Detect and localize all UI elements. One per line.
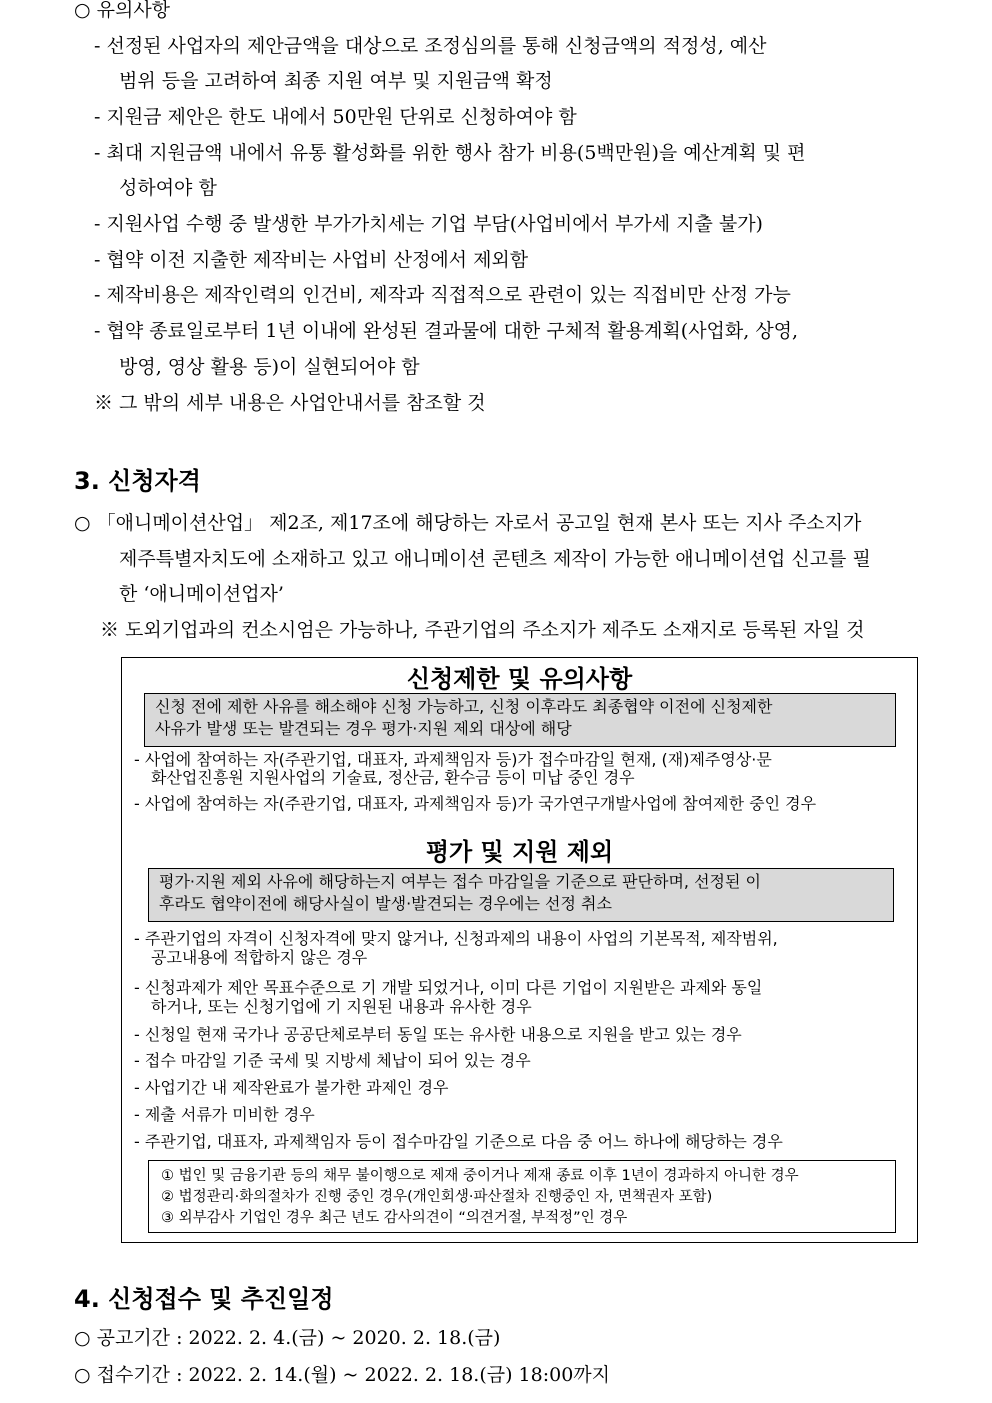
sub-condition-box bbox=[148, 1160, 896, 1233]
notes-line: - 지원금 제안은 한도 내에서 50만원 단위로 신청하여야 함 bbox=[94, 106, 577, 128]
notes-heading: ○ 유의사항 bbox=[74, 0, 171, 21]
section3-line: 한 ‘애니메이션업자’ bbox=[119, 583, 284, 605]
notes-line: - 지원사업 수행 중 발생한 부가가치세는 기업 부담(사업비에서 부가세 지출 불가) bbox=[94, 213, 763, 235]
exclusion-item: - 제출 서류가 미비한 경우 bbox=[134, 1105, 315, 1124]
exclusion-item: 하거나, 또는 신청기업에 기 지원된 내용과 유사한 경우 bbox=[151, 997, 532, 1016]
exclusion-summary bbox=[148, 868, 894, 922]
restriction-item: 화산업진흥원 지원사업의 기술료, 정산금, 환수금 등이 미납 중인 경우 bbox=[151, 768, 635, 787]
section3-line: 제주특별자치도에 소재하고 있고 애니메이션 콘텐츠 제작이 가능한 애니메이션업 신고를 필 bbox=[119, 548, 871, 570]
restriction-summary bbox=[144, 693, 896, 747]
notes-line: 성하여야 함 bbox=[119, 177, 217, 199]
exclusion-summary-line: 평가·지원 제외 사유에 해당하는지 여부는 접수 마감일을 기준으로 판단하며, 선정된 이 bbox=[159, 872, 761, 891]
restriction-item: - 사업에 참여하는 자(주관기업, 대표자, 과제책임자 등)가 국가연구개발사업에 참여제한 중인 경우 bbox=[134, 794, 817, 813]
sub-condition-item: ② 법정관리·화의절차가 진행 중인 경우(개인회생·파산절차 진행중인 자, 면책권자 포함) bbox=[161, 1189, 713, 1205]
notes-line: 방영, 영상 활용 등)이 실현되어야 함 bbox=[119, 356, 420, 378]
notes-line: - 협약 이전 지출한 제작비는 사업비 산정에서 제외함 bbox=[94, 249, 529, 271]
sub-condition-item: ③ 외부감사 기업인 경우 최근 년도 감사의견이 “의견거절, 부적정”인 경우 bbox=[161, 1210, 628, 1226]
notes-line: - 선정된 사업자의 제안금액을 대상으로 조정심의를 통해 신청금액의 적정성, 예산 bbox=[94, 35, 767, 57]
exclusion-item: - 주관기업, 대표자, 과제책임자 등이 접수마감일 기준으로 다음 중 어느 하나에 해당하는 경우 bbox=[134, 1132, 783, 1151]
exclusion-item: - 신청과제가 제안 목표수준으로 기 개발 되었거나, 이미 다른 기업이 지원받은 과제와 동일 bbox=[134, 978, 763, 997]
notes-line: - 협약 종료일로부터 1년 이내에 완성된 결과물에 대한 구체적 활용계획(사업화, 상영, bbox=[94, 320, 799, 342]
exclusion-item: - 주관기업의 자격이 신청자격에 맞지 않거나, 신청과제의 내용이 사업의 기본목적, 제작범위, bbox=[134, 929, 778, 948]
section3-note: ※ 도외기업과의 컨소시엄은 가능하나, 주관기업의 주소지가 제주도 소재지로 등록된 자일 것 bbox=[100, 619, 865, 641]
restriction-box bbox=[121, 657, 918, 1243]
section3-title: 3. 신청자격 bbox=[74, 467, 201, 495]
box-title-restrictions: 신청제한 및 유의사항 bbox=[406, 665, 633, 693]
section4-title: 4. 신청접수 및 추진일정 bbox=[74, 1285, 334, 1313]
sub-condition-item: ① 법인 및 금융기관 등의 채무 불이행으로 제재 중이거나 제재 종료 이후 1년이 경과하지 아니한 경우 bbox=[161, 1168, 799, 1184]
exclusion-summary-line: 후라도 협약이전에 해당사실이 발생·발견되는 경우에는 선정 취소 bbox=[159, 894, 612, 913]
notes-line: - 제작비용은 제작인력의 인건비, 제작과 직접적으로 관련이 있는 직접비만 산정 가능 bbox=[94, 284, 791, 306]
exclusion-item: - 사업기간 내 제작완료가 불가한 과제인 경우 bbox=[134, 1078, 449, 1097]
section3-line: ○ 「애니메이션산업」 제2조, 제17조에 해당하는 자로서 공고일 현재 본사 또는 지사 주소지가 bbox=[74, 512, 862, 534]
announcement-period: ○ 공고기간 : 2022. 2. 4.(금) ~ 2020. 2. 18.(금) bbox=[74, 1327, 501, 1349]
exclusion-item: 공고내용에 적합하지 않은 경우 bbox=[151, 948, 368, 967]
restriction-item: - 사업에 참여하는 자(주관기업, 대표자, 과제책임자 등)가 접수마감일 현재, (재)제주영상·문 bbox=[134, 750, 772, 769]
restriction-summary-line: 사유가 발생 또는 발견되는 경우 평가·지원 제외 대상에 해당 bbox=[155, 719, 572, 738]
exclusion-item: - 접수 마감일 기준 국세 및 지방세 체납이 되어 있는 경우 bbox=[134, 1051, 531, 1070]
restriction-summary-line: 신청 전에 제한 사유를 해소해야 신청 가능하고, 신청 이후라도 최종협약 이전에 신청제한 bbox=[155, 697, 773, 716]
notes-reference: ※ 그 밖의 세부 내용은 사업안내서를 참조할 것 bbox=[94, 392, 486, 414]
application-period: ○ 접수기간 : 2022. 2. 14.(월) ~ 2022. 2. 18.(금) 18:00까지 bbox=[74, 1364, 611, 1386]
notes-line: - 최대 지원금액 내에서 유통 활성화를 위한 행사 참가 비용(5백만원)을 예산계획 및 편 bbox=[94, 142, 806, 164]
notes-line: 범위 등을 고려하여 최종 지원 여부 및 지원금액 확정 bbox=[119, 70, 553, 92]
box-title-exclusion: 평가 및 지원 제외 bbox=[425, 838, 614, 866]
exclusion-item: - 신청일 현재 국가나 공공단체로부터 동일 또는 유사한 내용으로 지원을 받고 있는 경우 bbox=[134, 1025, 742, 1044]
